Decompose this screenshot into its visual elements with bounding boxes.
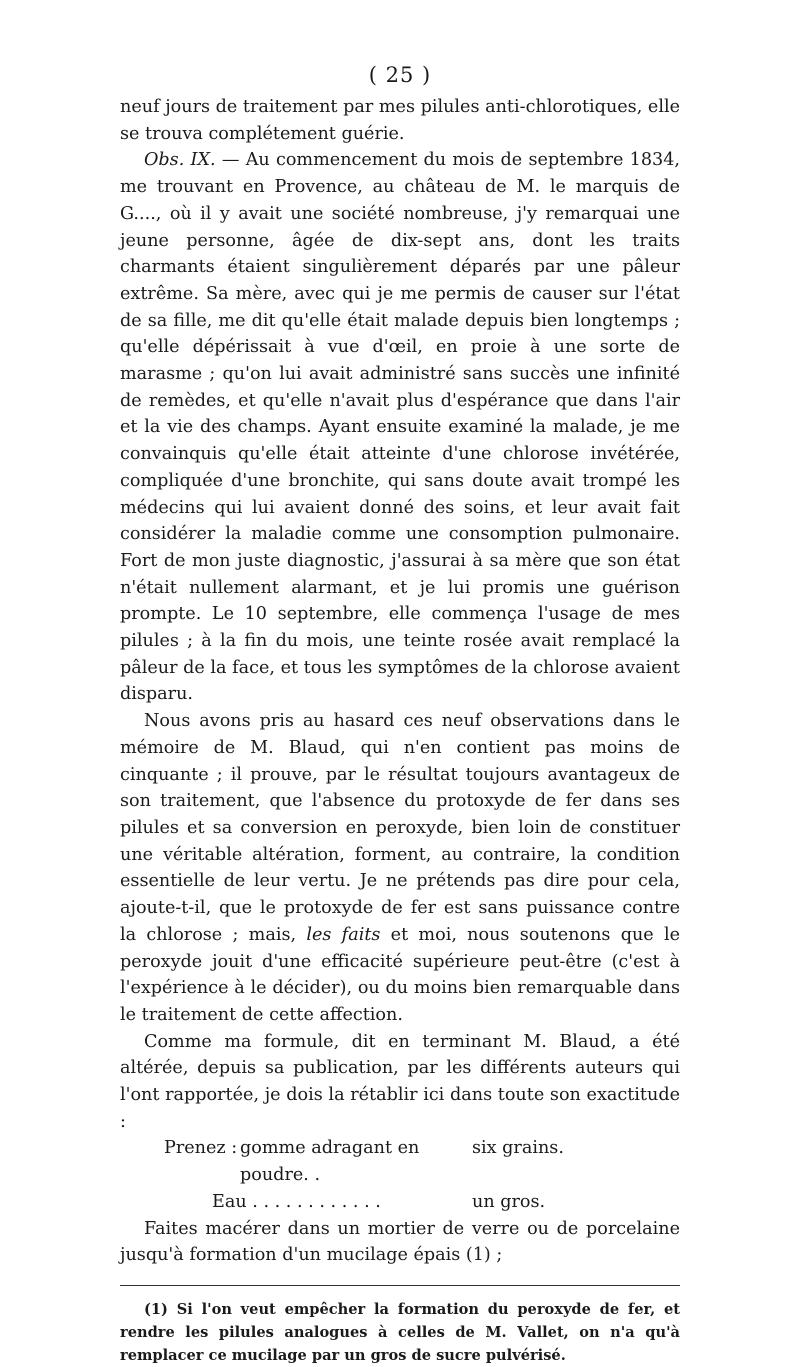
recipe-row	[120, 1189, 680, 1216]
recipe-ingredient: gomme adragant en poudre. .	[240, 1138, 420, 1186]
recipe-ingredient: Eau . . . . . . . . . . . .	[212, 1191, 381, 1212]
paragraph-3	[120, 708, 680, 1028]
page	[120, 62, 680, 1367]
paragraph-5: Faites macérer dans un mortier de verre ou de porcelaine jusqu'à formation d'un mucilage épais (1) ;	[120, 1218, 680, 1266]
paragraph-3-part-b: et moi, nous soutenons que le peroxyde jouit d'une efficacité supérieure peut-être (c'est à l'expérience à le décider), ou du moins bien remarquable dans le traitement de cette affection.	[120, 924, 681, 1025]
footnote-divider	[120, 1285, 680, 1286]
recipe-quantity: un gros.	[472, 1191, 546, 1212]
paragraph-3-part-a: Nous avons pris au hasard ces neuf observations dans le mémoire de M. Blaud, qui n'en contient pas moins de cinquante ; il prouve, par le résultat toujours avantageux de son traitement, que l'absence du protoxyde de fer dans ses pilules et sa conversion en peroxyde, bien loin de constituer une véritable altération, forment, au contraire, la condition essentielle de leur vertu. Je ne prétends pas dire pour cela, ajoute-t-il, que le protoxyde de fer est sans puissance contre la chlorose ; mais,	[120, 711, 680, 945]
paragraph-4: Comme ma formule, dit en terminant M. Blaud, a été altérée, depuis sa publication, par les différents auteurs qui l'ont rapportée, je dois la rétablir ici dans toute son exactitude :	[120, 1031, 680, 1132]
body-text-continued	[120, 1216, 680, 1269]
obs-text: — Au commencement du mois de septembre 1834, me trouvant en Provence, au château de M. le marquis de G...., où il y avait une société nombreuse, j'y remarquai une jeune personne, âgée de dix-sept ans, dont les traits charmants étaient singulièrement déparés par une pâleur extrême. Sa mère, avec qui je me permis de causer sur l'état de sa fille, me dit qu'elle était malade depuis bien longtemps ; qu'elle dépérissait à vue d'œil, en proie à une sorte de marasme ; qu'on lui avait administré sans succès une infinité de remèdes, et qu'elle n'avait plus d'espérance que dans l'air et la vie des champs. Ayant ensuite examiné la malade, je me convainquis qu'elle était atteinte d'une chlorose invétérée, compliquée d'une bronchite, qui sans doute avait trompé les médecins qui lui avaient donné des soins, et leur avait fait considérer la maladie comme une consomption pulmonaire. Fort de mon juste diagnostic, j'assurai à sa mère que son état n'était nullement alarmant, et je lui promis une guérison prompte. Le 10 septembre, elle commença l'usage de mes pilules ; à la fin du mois, une teinte rosée avait remplacé la pâleur de la face, et tous les symptômes de la chlorose avaient disparu.	[120, 150, 680, 705]
recipe-lead: Prenez :	[164, 1138, 238, 1159]
recipe-row	[120, 1135, 680, 1188]
paragraph-obs-ix	[120, 147, 680, 708]
footnote: (1) Si l'on veut empêcher la formation du peroxyde de fer, et rendre les pilules analogues à celles de M. Vallet, on n'a qu'à remplacer ce mucilage par un gros de sucre pulvérisé.	[120, 1300, 680, 1364]
recipe	[120, 1135, 680, 1215]
page-number: ( 25 )	[368, 63, 432, 87]
recipe-quantity: six grains.	[472, 1138, 564, 1159]
paragraph-3-italic: les faits	[306, 924, 381, 945]
obs-label: Obs. IX.	[144, 150, 216, 171]
paragraph-1: neuf jours de traitement par mes pilules anti-chlorotiques, elle se trouva complétement guérie.	[120, 97, 680, 144]
body-text	[120, 94, 680, 1135]
